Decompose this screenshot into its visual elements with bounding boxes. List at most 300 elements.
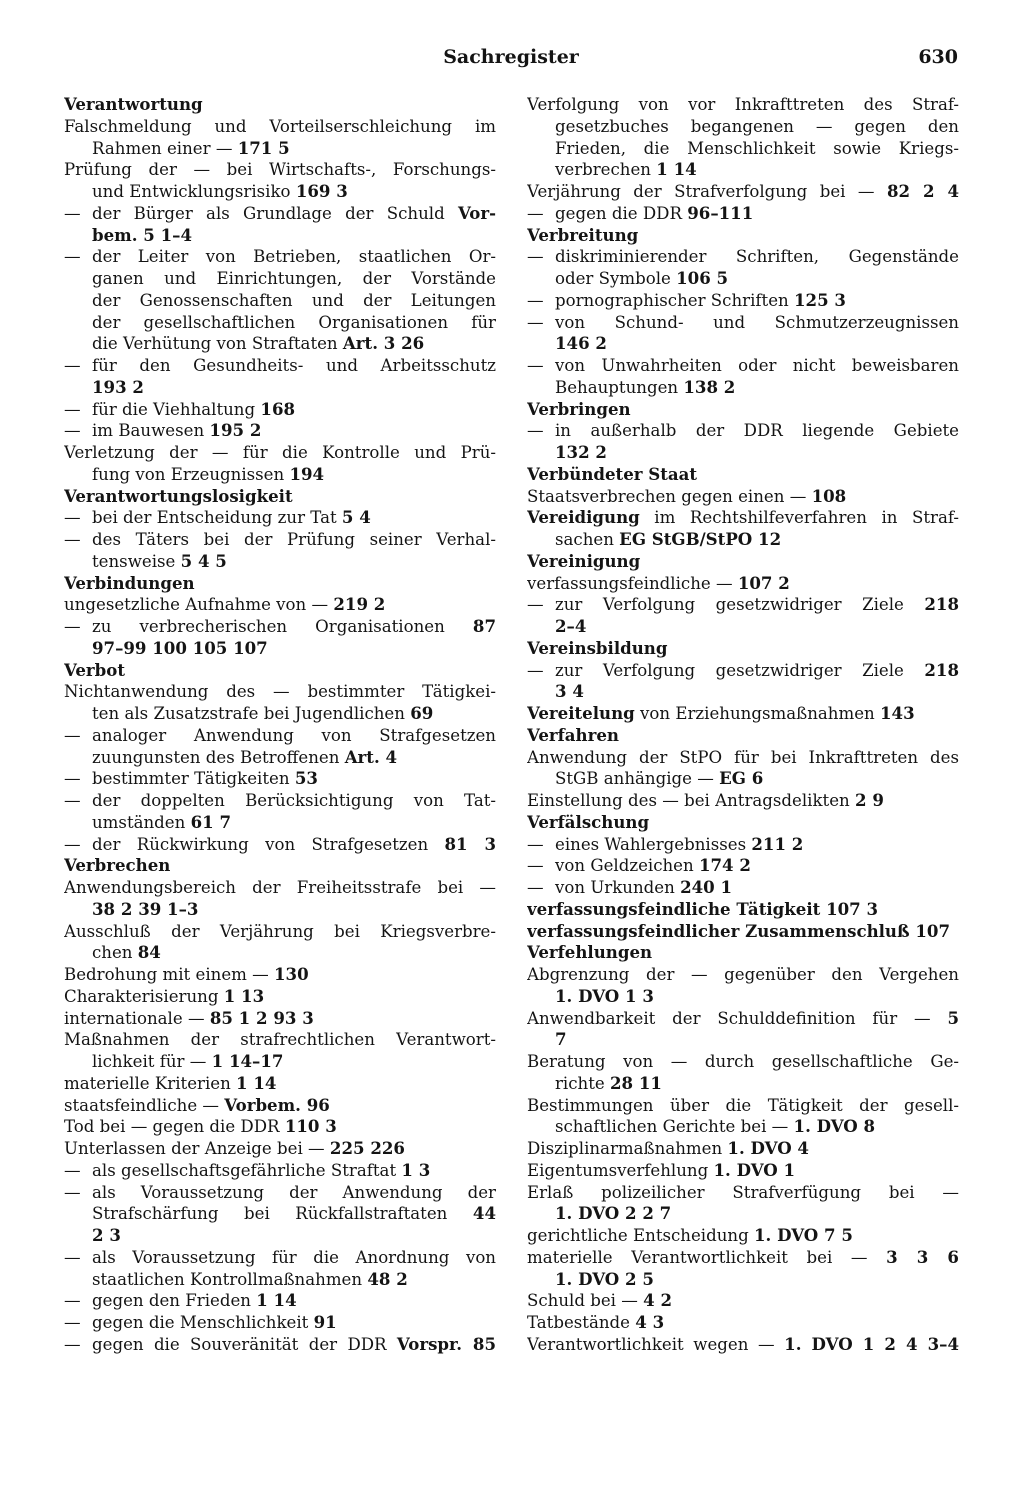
index-text: gegen die Souveränität der DDR bbox=[92, 1334, 397, 1354]
index-reference: 97–99 100 105 107 bbox=[92, 637, 268, 658]
index-text: zu verbrecherischen Organisationen bbox=[92, 617, 473, 636]
index-continuation bbox=[527, 116, 959, 138]
index-continuation bbox=[64, 899, 496, 921]
index-continuation bbox=[527, 1029, 959, 1051]
index-heading bbox=[527, 942, 959, 964]
index-reference: 218 bbox=[924, 659, 959, 680]
index-reference: 3 4 bbox=[555, 681, 584, 702]
index-text: der gesellschaftlichen Organisationen für bbox=[92, 312, 496, 332]
index-subentry bbox=[64, 1247, 496, 1269]
index-continuation bbox=[527, 159, 959, 181]
subentry-dash: — bbox=[64, 1313, 81, 1332]
index-entry bbox=[527, 1334, 959, 1356]
index-subentry bbox=[527, 420, 959, 442]
index-text: materielle Kriterien bbox=[64, 1073, 237, 1093]
index-entry bbox=[527, 486, 959, 508]
index-entry bbox=[527, 703, 959, 725]
index-continuation bbox=[64, 703, 496, 725]
index-text: gegen die Menschlichkeit bbox=[92, 1313, 314, 1332]
subentry-dash: — bbox=[527, 856, 544, 876]
index-entry bbox=[527, 507, 959, 529]
index-entry bbox=[64, 986, 496, 1008]
index-subentry bbox=[527, 855, 959, 877]
index-subentry bbox=[527, 877, 959, 899]
index-text: Anwendung der StPO für bei Inkrafttreten des bbox=[527, 747, 959, 767]
index-text: Prüfung der — bei Wirtschafts-, Forschungs- bbox=[64, 160, 496, 180]
index-heading bbox=[527, 812, 959, 834]
subentry-dash: — bbox=[64, 834, 81, 854]
subentry-dash: — bbox=[64, 1334, 81, 1354]
index-reference: Vereinigung bbox=[527, 550, 641, 571]
subentry-dash: — bbox=[64, 1291, 81, 1311]
index-heading bbox=[64, 573, 496, 595]
index-reference: 4 2 bbox=[643, 1290, 673, 1311]
index-text: sachen bbox=[555, 530, 620, 549]
index-continuation bbox=[64, 1225, 496, 1247]
index-text: bestimmter Tätigkeiten bbox=[92, 769, 295, 789]
index-text: Abgrenzung der — gegenüber den Vergehen bbox=[527, 965, 959, 984]
index-subentry bbox=[64, 203, 496, 225]
index-text: Unterlassen der Anzeige bei — bbox=[64, 1139, 330, 1158]
index-entry bbox=[64, 877, 496, 899]
index-subentry bbox=[64, 834, 496, 856]
index-text: der Rückwirkung von Strafgesetzen bbox=[92, 834, 445, 854]
index-subentry bbox=[64, 399, 496, 421]
index-text: gegen den Frieden bbox=[92, 1291, 257, 1311]
index-continuation bbox=[527, 138, 959, 160]
index-reference: Art. 4 bbox=[344, 746, 398, 767]
subentry-dash: — bbox=[527, 203, 544, 223]
index-entry bbox=[64, 159, 496, 181]
index-reference: 1 14 bbox=[236, 1072, 277, 1093]
index-column-left bbox=[64, 94, 496, 1356]
index-heading bbox=[64, 855, 496, 877]
subentry-dash: — bbox=[527, 247, 544, 267]
index-text: zuungunsten des Betroffenen bbox=[92, 747, 345, 767]
index-reference: Vorbem. 96 bbox=[224, 1094, 330, 1115]
index-continuation bbox=[64, 638, 496, 660]
index-text: und Entwicklungsrisiko bbox=[92, 182, 296, 201]
index-continuation bbox=[64, 312, 496, 334]
index-continuation bbox=[64, 464, 496, 486]
index-text: der doppelten Berücksichtigung von Tat- bbox=[92, 791, 496, 810]
index-entry bbox=[64, 1116, 496, 1138]
page-header bbox=[64, 46, 958, 74]
index-reference: verfassungsfeindliche Tätigkeit bbox=[527, 898, 827, 919]
index-entry bbox=[527, 573, 959, 595]
index-entry bbox=[64, 1073, 496, 1095]
index-reference: 107 bbox=[915, 920, 951, 941]
index-text: Eigentumsverfehlung bbox=[527, 1160, 714, 1180]
subentry-dash: — bbox=[527, 290, 544, 310]
index-reference: 107 3 bbox=[826, 898, 879, 919]
index-heading bbox=[64, 486, 496, 508]
index-reference: 169 3 bbox=[295, 181, 348, 201]
index-subentry bbox=[527, 660, 959, 682]
index-text: StGB anhängige — bbox=[555, 769, 720, 789]
index-text: bei der Entscheidung zur Tat bbox=[92, 508, 342, 528]
index-heading bbox=[64, 94, 496, 116]
index-continuation bbox=[64, 377, 496, 399]
index-subentry bbox=[64, 1312, 496, 1334]
index-reference: 1 14–17 bbox=[211, 1051, 284, 1071]
index-reference: 1. DVO 2 2 7 bbox=[555, 1203, 672, 1224]
index-reference: EG StGB/StPO 12 bbox=[619, 529, 782, 549]
index-heading bbox=[527, 725, 959, 747]
index-reference: Verbringen bbox=[527, 398, 631, 419]
index-text: richte bbox=[555, 1073, 610, 1093]
index-text: als Voraussetzung für die Anordnung von bbox=[92, 1247, 496, 1267]
index-reference: 194 bbox=[289, 463, 325, 484]
index-subentry bbox=[527, 355, 959, 377]
subentry-dash: — bbox=[64, 725, 81, 745]
index-reference: 1 3 bbox=[401, 1159, 431, 1180]
index-entry bbox=[527, 94, 959, 116]
index-entry bbox=[64, 1008, 496, 1030]
index-text: Tod bei — gegen die DDR bbox=[64, 1117, 285, 1137]
index-entry bbox=[527, 181, 959, 203]
index-text: Verletzung der — für die Kontrolle und Prü- bbox=[64, 443, 496, 462]
index-reference: bem. 5 1–4 bbox=[92, 224, 192, 245]
index-entry bbox=[64, 594, 496, 616]
index-continuation bbox=[527, 1269, 959, 1291]
index-text: Anwendbarkeit der Schulddefinition für — bbox=[527, 1008, 948, 1028]
index-subentry bbox=[64, 1182, 496, 1204]
subentry-dash: — bbox=[64, 247, 81, 267]
index-text: für den Gesundheits- und Arbeitsschutz bbox=[92, 356, 496, 375]
index-continuation bbox=[527, 681, 959, 703]
index-subentry bbox=[64, 420, 496, 442]
index-entry bbox=[527, 1051, 959, 1073]
index-text: der Genossenschaften und der Leitungen bbox=[92, 290, 496, 310]
index-reference: 1. DVO 4 bbox=[727, 1138, 809, 1158]
index-reference: 125 3 bbox=[794, 289, 846, 310]
index-reference: 85 1 2 93 3 bbox=[209, 1007, 314, 1028]
index-reference: 193 2 bbox=[92, 376, 144, 397]
index-reference: 218 bbox=[924, 594, 959, 615]
index-continuation bbox=[64, 268, 496, 290]
subentry-dash: — bbox=[64, 791, 81, 810]
index-reference: 28 11 bbox=[609, 1072, 662, 1093]
index-entry bbox=[64, 921, 496, 943]
index-reference: 87 bbox=[472, 616, 496, 636]
index-reference: 1. DVO 1 bbox=[713, 1159, 796, 1180]
index-text: gesetzbuches begangenen — gegen den bbox=[555, 116, 959, 136]
index-reference: 84 bbox=[137, 942, 161, 963]
index-continuation bbox=[527, 377, 959, 399]
index-reference: 130 bbox=[274, 964, 309, 984]
index-reference: 108 bbox=[811, 485, 847, 506]
index-text: ganen und Einrichtungen, der Vorstände bbox=[92, 269, 496, 288]
index-text: in außerhalb der DDR liegende Gebiete bbox=[555, 421, 959, 441]
index-text: Ausschluß der Verjährung bei Kriegsverbre- bbox=[64, 921, 496, 941]
index-text: tensweise bbox=[92, 551, 181, 571]
index-text: internationale — bbox=[64, 1008, 210, 1028]
index-continuation bbox=[64, 942, 496, 964]
index-continuation bbox=[527, 268, 959, 290]
index-continuation bbox=[527, 768, 959, 790]
index-reference: Verbrechen bbox=[64, 855, 171, 876]
index-heading bbox=[527, 921, 959, 943]
index-continuation bbox=[64, 551, 496, 573]
index-reference: Verantwortung bbox=[64, 94, 203, 114]
index-continuation bbox=[64, 290, 496, 312]
index-text: materielle Verantwortlichkeit bei — bbox=[527, 1247, 887, 1267]
index-text: umständen bbox=[92, 812, 191, 832]
index-text: diskriminierender Schriften, Gegenstände bbox=[555, 247, 959, 267]
index-subentry bbox=[527, 594, 959, 616]
subentry-dash: — bbox=[527, 595, 544, 615]
index-text: Frieden, die Menschlichkeit sowie Kriegs- bbox=[555, 138, 959, 158]
index-entry bbox=[527, 1160, 959, 1182]
index-text: im Bauwesen bbox=[92, 421, 210, 441]
index-continuation bbox=[64, 225, 496, 247]
index-reference: 211 2 bbox=[751, 833, 804, 854]
index-text: Bedrohung mit einem — bbox=[64, 965, 275, 984]
index-text: Beratung von — durch gesellschaftliche Ge- bbox=[527, 1052, 959, 1071]
index-continuation bbox=[64, 181, 496, 203]
index-text: fung von Erzeugnissen bbox=[92, 464, 290, 484]
index-subentry bbox=[527, 834, 959, 856]
index-text: von Schund- und Schmutzerzeugnissen bbox=[555, 312, 959, 332]
index-text: Bestimmungen über die Tätigkeit der gesell- bbox=[527, 1095, 959, 1115]
index-text: als gesellschaftsgefährliche Straftat bbox=[92, 1160, 402, 1180]
index-entry bbox=[64, 116, 496, 138]
index-continuation bbox=[527, 442, 959, 464]
index-reference: Verantwortungslosigkeit bbox=[64, 485, 293, 506]
index-entry bbox=[527, 1182, 959, 1204]
index-continuation bbox=[64, 1051, 496, 1073]
index-entry bbox=[64, 1095, 496, 1117]
index-text: verbrechen bbox=[555, 160, 657, 180]
index-subentry bbox=[527, 312, 959, 334]
index-continuation bbox=[64, 1203, 496, 1225]
index-continuation bbox=[527, 529, 959, 551]
index-subentry bbox=[527, 290, 959, 312]
index-text: ten als Zusatzstrafe bei Jugendlichen bbox=[92, 704, 411, 723]
index-text: analoger Anwendung von Strafgesetzen bbox=[92, 725, 496, 745]
index-reference: 53 bbox=[294, 768, 318, 789]
index-continuation bbox=[64, 1269, 496, 1291]
index-reference: 1. DVO 7 5 bbox=[754, 1225, 853, 1245]
index-text: pornographischer Schriften bbox=[555, 290, 794, 310]
index-reference: verfassungsfeindlicher Zusammenschluß bbox=[527, 920, 916, 941]
index-continuation bbox=[527, 1116, 959, 1138]
index-reference: Verfälschung bbox=[527, 811, 650, 832]
index-entry bbox=[64, 1138, 496, 1160]
index-text: schaftlichen Gerichte bei — bbox=[555, 1117, 794, 1137]
index-reference: 2 3 bbox=[92, 1225, 121, 1245]
subentry-dash: — bbox=[527, 356, 544, 375]
index-reference: Verfehlungen bbox=[527, 942, 653, 963]
index-reference: Verbreitung bbox=[527, 224, 639, 245]
index-reference: Vorspr. 85 bbox=[396, 1333, 496, 1354]
index-text: von Erziehungsmaßnahmen bbox=[634, 704, 880, 723]
index-text: für die Viehhaltung bbox=[92, 399, 261, 419]
index-subentry bbox=[64, 768, 496, 790]
page-number: 630 bbox=[918, 46, 958, 68]
index-entry bbox=[527, 790, 959, 812]
index-reference: 61 7 bbox=[190, 811, 232, 832]
index-reference: Vereinsbildung bbox=[527, 637, 668, 658]
subentry-dash: — bbox=[527, 878, 544, 897]
index-text: Einstellung des — bei Antragsdelikten bbox=[527, 791, 855, 810]
index-reference: 69 bbox=[410, 703, 434, 723]
index-subentry bbox=[64, 355, 496, 377]
index-reference: 138 2 bbox=[683, 376, 736, 397]
subentry-dash: — bbox=[64, 617, 81, 636]
index-entry bbox=[527, 1247, 959, 1269]
index-text: Charakterisierung bbox=[64, 986, 224, 1006]
index-reference: 225 226 bbox=[329, 1138, 405, 1158]
index-reference: 82 2 4 bbox=[886, 181, 959, 201]
index-text: Verantwortlichkeit wegen — bbox=[527, 1334, 785, 1354]
index-text: staatsfeindliche — bbox=[64, 1095, 225, 1115]
index-subentry bbox=[64, 1334, 496, 1356]
index-heading bbox=[527, 399, 959, 421]
page-title: Sachregister bbox=[443, 46, 579, 68]
index-subentry bbox=[64, 529, 496, 551]
index-entry bbox=[527, 1138, 959, 1160]
index-text: Anwendungsbereich der Freiheitsstrafe bei — bbox=[64, 878, 496, 897]
index-text: Staatsverbrechen gegen einen — bbox=[527, 486, 812, 506]
index-reference: 1 14 bbox=[256, 1290, 297, 1311]
index-text: des Täters bei der Prüfung seiner Verhal- bbox=[92, 530, 496, 549]
index-entry bbox=[527, 1312, 959, 1334]
index-reference: 1. DVO 8 bbox=[793, 1116, 876, 1137]
index-column-right bbox=[527, 94, 959, 1356]
index-reference: 4 3 bbox=[635, 1312, 665, 1332]
index-text: von Geldzeichen bbox=[555, 856, 699, 876]
index-subentry bbox=[527, 246, 959, 268]
index-continuation bbox=[64, 138, 496, 160]
subentry-dash: — bbox=[64, 1247, 81, 1267]
index-entry bbox=[64, 442, 496, 464]
index-entry bbox=[64, 964, 496, 986]
index-reference: 48 2 bbox=[367, 1268, 408, 1289]
index-reference: 96–111 bbox=[687, 202, 754, 223]
index-entry bbox=[527, 1008, 959, 1030]
index-reference: 107 2 bbox=[737, 572, 790, 593]
index-reference: 240 1 bbox=[680, 877, 733, 897]
index-reference: 3 3 6 bbox=[886, 1246, 959, 1267]
index-subentry bbox=[64, 507, 496, 529]
subentry-dash: — bbox=[64, 356, 81, 375]
index-subentry bbox=[64, 1160, 496, 1182]
index-text: im Rechtshilfeverfahren in Straf- bbox=[639, 508, 959, 528]
index-reference: 1 14 bbox=[656, 159, 697, 180]
index-reference: 168 bbox=[260, 398, 296, 419]
index-reference: 106 5 bbox=[676, 268, 729, 288]
index-subentry bbox=[64, 1290, 496, 1312]
index-text: zur Verfolgung gesetzwidriger Ziele bbox=[555, 660, 925, 680]
subentry-dash: — bbox=[64, 203, 81, 223]
subentry-dash: — bbox=[527, 660, 544, 680]
index-entry bbox=[527, 747, 959, 769]
index-text: der Bürger als Grundlage der Schuld bbox=[92, 203, 458, 223]
index-reference: 5 4 bbox=[341, 507, 371, 528]
index-heading bbox=[527, 899, 959, 921]
index-text: Erlaß polizeilicher Strafverfügung bei — bbox=[527, 1182, 959, 1202]
index-reference: 38 2 39 1–3 bbox=[92, 898, 199, 919]
index-reference: 1 13 bbox=[223, 985, 265, 1006]
index-continuation bbox=[527, 986, 959, 1008]
index-text: eines Wahlergebnisses bbox=[555, 834, 752, 854]
index-reference: 2 9 bbox=[855, 790, 884, 810]
index-reference: Verfahren bbox=[527, 724, 619, 745]
index-text: oder Symbole bbox=[555, 269, 677, 288]
index-text: zur Verfolgung gesetzwidriger Ziele bbox=[555, 595, 925, 615]
index-subentry bbox=[64, 725, 496, 747]
subentry-dash: — bbox=[64, 1160, 81, 1180]
index-reference: 81 3 bbox=[444, 833, 496, 854]
index-reference: 171 5 bbox=[237, 137, 290, 158]
index-text: von Unwahrheiten oder nicht beweisbaren bbox=[555, 356, 959, 375]
index-reference: Vereitelung bbox=[527, 703, 635, 723]
subentry-dash: — bbox=[64, 530, 81, 549]
index-text: von Urkunden bbox=[555, 878, 681, 897]
subentry-dash: — bbox=[64, 508, 81, 528]
subentry-dash: — bbox=[64, 399, 81, 419]
index-reference: 146 2 bbox=[555, 333, 607, 354]
index-reference: 5 4 5 bbox=[180, 550, 227, 571]
subentry-dash: — bbox=[64, 1182, 81, 1202]
index-text: staatlichen Kontrollmaßnahmen bbox=[92, 1269, 368, 1289]
index-continuation bbox=[527, 1073, 959, 1095]
index-subentry bbox=[64, 790, 496, 812]
index-continuation bbox=[64, 333, 496, 355]
index-text: der Leiter von Betrieben, staatlichen Or- bbox=[92, 247, 496, 267]
index-reference: 5 bbox=[947, 1007, 959, 1028]
index-reference: 219 2 bbox=[333, 594, 386, 615]
subentry-dash: — bbox=[527, 312, 544, 332]
subentry-dash: — bbox=[64, 769, 81, 789]
index-text: Nichtanwendung des — bestimmter Tätigkei- bbox=[64, 682, 496, 702]
index-text: chen bbox=[92, 943, 138, 963]
index-reference: Art. 3 26 bbox=[342, 333, 425, 354]
index-heading bbox=[527, 638, 959, 660]
index-heading bbox=[527, 464, 959, 486]
index-entry bbox=[527, 1290, 959, 1312]
index-continuation bbox=[527, 616, 959, 638]
index-text: verfassungsfeindliche — bbox=[527, 573, 738, 593]
index-reference: 174 2 bbox=[698, 855, 751, 876]
index-text: Strafschärfung bei Rückfallstraftaten bbox=[92, 1204, 473, 1224]
index-reference: 2–4 bbox=[555, 616, 587, 636]
index-subentry bbox=[64, 616, 496, 638]
index-reference: 91 bbox=[313, 1312, 337, 1332]
index-text: gegen die DDR bbox=[555, 203, 688, 223]
index-text: Disziplinarmaßnahmen bbox=[527, 1139, 728, 1158]
index-subentry bbox=[64, 246, 496, 268]
index-entry bbox=[527, 1095, 959, 1117]
index-text: gerichtliche Entscheidung bbox=[527, 1226, 755, 1245]
index-reference: 1. DVO 1 3 bbox=[555, 985, 654, 1006]
index-heading bbox=[527, 551, 959, 573]
index-text: Behauptungen bbox=[555, 377, 684, 397]
index-entry bbox=[64, 1029, 496, 1051]
index-entry bbox=[64, 681, 496, 703]
index-continuation bbox=[64, 747, 496, 769]
index-reference: Vor- bbox=[457, 202, 496, 223]
index-reference: Verbot bbox=[64, 659, 125, 680]
index-reference: 195 2 bbox=[209, 420, 262, 441]
index-text: lichkeit für — bbox=[92, 1052, 212, 1071]
index-reference: Vereidigung bbox=[527, 507, 640, 528]
index-continuation bbox=[527, 1203, 959, 1225]
index-reference: Verbündeter Staat bbox=[527, 463, 698, 484]
subentry-dash: — bbox=[527, 834, 544, 854]
